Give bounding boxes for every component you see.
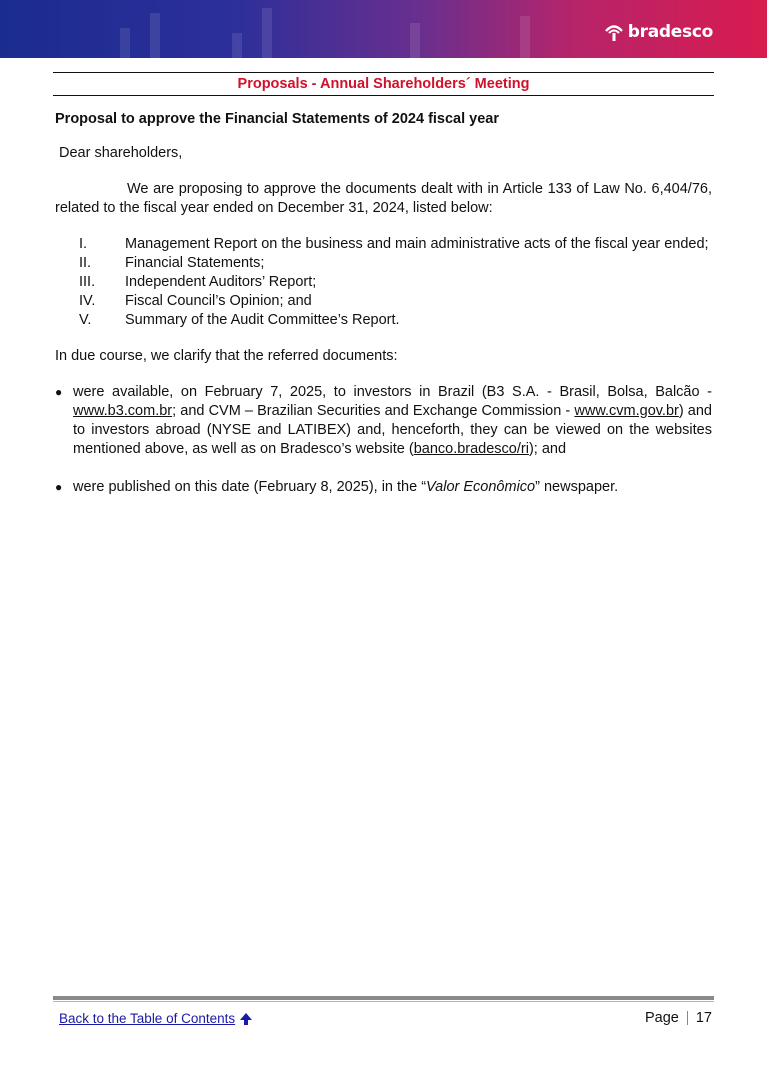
banner-decoration xyxy=(150,13,160,58)
list-number: IV. xyxy=(79,293,96,309)
list-text: Management Report on the business and main administrative acts of the fiscal year ended; xyxy=(125,236,709,252)
page-indicator xyxy=(645,1010,712,1026)
salutation: Dear shareholders, xyxy=(59,145,183,161)
list-text: Summary of the Audit Committee’s Report. xyxy=(125,312,400,328)
list-text: Financial Statements; xyxy=(125,255,265,271)
intro-paragraph xyxy=(55,180,712,218)
page-separator xyxy=(687,1011,688,1025)
intro-text: We are proposing to approve the documents dealt with in Article 133 of Law No. 6,404/76, related to the fiscal year ended on December 31, 2024, listed below: xyxy=(55,181,712,216)
list-item xyxy=(55,254,712,273)
bullet-icon: ● xyxy=(55,385,63,399)
back-to-toc-link[interactable] xyxy=(59,1011,253,1026)
proposal-heading: Proposal to approve the Financial Statements of 2024 fiscal year xyxy=(55,111,500,127)
newspaper-name: Valor Econômico xyxy=(426,479,536,495)
text-segment: ” newspaper. xyxy=(535,479,619,495)
page-label: Page xyxy=(644,1010,679,1026)
list-number: V. xyxy=(79,312,92,328)
list-item xyxy=(55,292,712,311)
text-segment: ) and to investors abroad (NYSE and LATIBEX) and, henceforth, they can be viewed on the websites mentioned above, as well as on Bradesco’s website ( xyxy=(73,403,712,457)
bradesco-logo xyxy=(603,20,713,44)
clarification-bullets xyxy=(55,383,712,497)
arrow-up-icon xyxy=(239,1012,253,1026)
list-item xyxy=(55,235,712,254)
page-header-title: Proposals - Annual Shareholders´ Meeting xyxy=(237,76,530,92)
banner-decoration xyxy=(520,16,530,58)
page-number: 17 xyxy=(695,1010,712,1026)
b3-website-link[interactable]: www.b3.com.br xyxy=(73,403,173,419)
list-number: III. xyxy=(79,274,96,290)
banner-decoration xyxy=(232,33,242,58)
text-segment: ); and xyxy=(528,441,567,457)
footer-divider-thin xyxy=(53,1001,714,1002)
list-number: II. xyxy=(79,255,92,271)
banner-decoration xyxy=(120,28,130,58)
cvm-website-link[interactable]: www.cvm.gov.br xyxy=(574,403,679,419)
list-number: I. xyxy=(79,236,88,252)
brand-name: bradesco xyxy=(627,22,713,42)
header-banner xyxy=(0,0,767,58)
footer-divider xyxy=(53,996,714,1000)
bullet-icon: ● xyxy=(55,480,63,494)
text-segment: ; and CVM – Brazilian Securities and Exchange Commission - xyxy=(172,403,575,419)
list-item xyxy=(55,311,712,330)
back-link-label: Back to the Table of Contents xyxy=(59,1011,236,1026)
list-text: Fiscal Council’s Opinion; and xyxy=(125,293,312,309)
bradesco-tree-icon xyxy=(603,21,625,43)
bullet-item-availability xyxy=(55,383,712,459)
list-item xyxy=(55,273,712,292)
bullet-text xyxy=(73,383,712,459)
bullet-text xyxy=(73,478,712,497)
text-segment: were available, on February 7, 2025, to investors in Brazil (B3 S.A. - Brasil, Bolsa, Balcão - xyxy=(73,384,712,400)
bullet-item-publication xyxy=(55,478,712,497)
header-divider-bottom xyxy=(53,95,714,96)
list-text: Independent Auditors’ Report; xyxy=(125,274,317,290)
clarify-paragraph: In due course, we clarify that the referred documents: xyxy=(55,348,398,364)
banner-decoration xyxy=(410,23,420,58)
header-divider-top xyxy=(53,72,714,73)
text-segment: were published on this date (February 8, 2025), in the “ xyxy=(73,479,427,495)
banner-decoration xyxy=(262,8,272,58)
bradesco-ri-link[interactable]: banco.bradesco/ri xyxy=(413,441,529,457)
document-body xyxy=(55,110,712,516)
documents-list xyxy=(55,235,712,330)
